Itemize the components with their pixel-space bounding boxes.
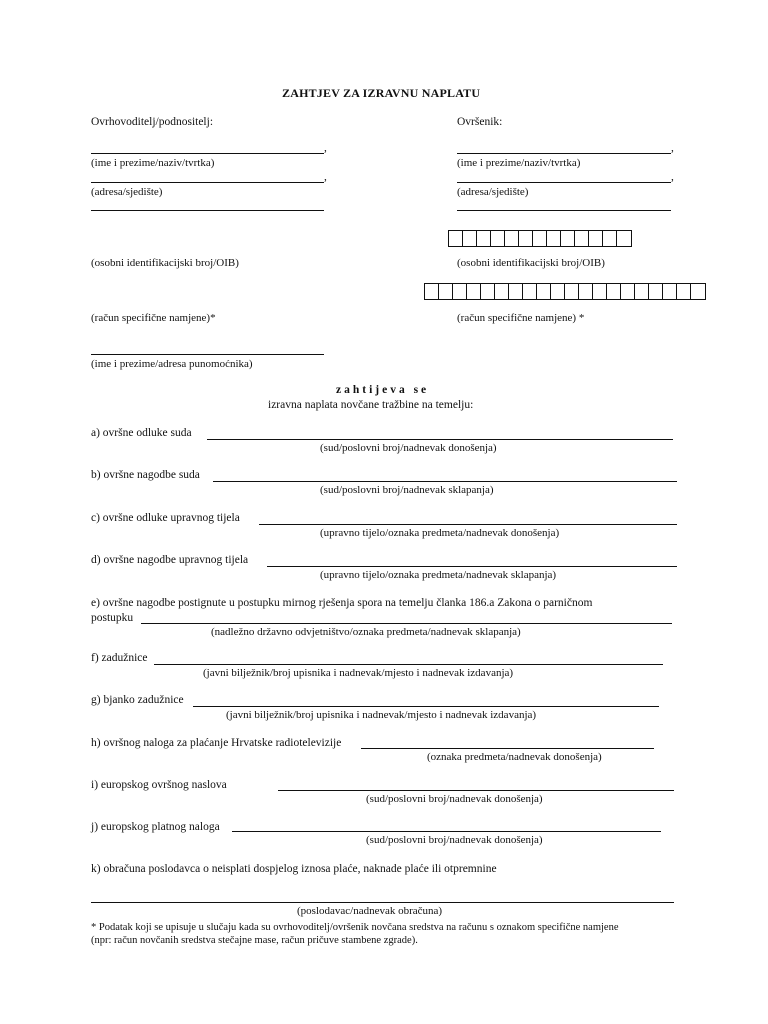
item-b-field[interactable] [213, 481, 677, 482]
item-h-caption: (oznaka predmeta/nadnevak donošenja) [427, 751, 602, 763]
item-e-label-2: postupku [91, 612, 134, 624]
item-d-label: d) ovršne nagodbe upravnog tijela [91, 554, 249, 566]
attorney-field[interactable] [91, 354, 324, 355]
footnote-line-1: * Podatak koji se upisuje u slučaju kada su ovrhovoditelj/ovršenik novčana sredstva na računu s oznakom specifične namjene [91, 922, 619, 933]
debtor-address-field[interactable] [457, 182, 671, 183]
debtor-address-field-2[interactable] [457, 210, 671, 211]
creditor-oib-caption: (osobni identifikacijski broj/OIB) [91, 257, 239, 269]
item-b-label: b) ovršne nagodbe suda [91, 469, 200, 481]
debtor-name-field[interactable] [457, 153, 671, 154]
item-h-label: h) ovršnog naloga za plaćanje Hrvatske radiotelevizije [91, 737, 342, 749]
item-k-label: k) obračuna poslodavca o neisplati dospjelog iznosa plaće, naknade plaće ili otpremnine [91, 863, 497, 875]
item-k-field[interactable] [91, 902, 674, 903]
item-c-label: c) ovršne odluke upravnog tijela [91, 512, 240, 524]
item-g-field[interactable] [193, 706, 659, 707]
item-e-field[interactable] [141, 623, 672, 624]
item-e-caption: (nadležno državno odvjetništvo/oznaka predmeta/nadnevak sklapanja) [211, 626, 521, 638]
item-f-field[interactable] [154, 664, 663, 665]
item-i-caption: (sud/poslovni broj/nadnevak donošenja) [366, 793, 543, 805]
item-f-caption: (javni bilježnik/broj upisnika i nadnevak/mjesto i nadnevak izdavanja) [203, 667, 514, 679]
attorney-caption: (ime i prezime/adresa punomoćnika) [91, 358, 253, 370]
item-a-caption: (sud/poslovni broj/nadnevak donošenja) [320, 442, 497, 454]
creditor-account-caption: (račun specifične namjene)* [91, 312, 216, 324]
debtor-account-boxes[interactable] [424, 283, 706, 300]
creditor-heading: Ovrhovoditelj/podnositelj: [91, 116, 214, 128]
creditor-name-caption: (ime i prezime/naziv/tvrtka) [91, 157, 215, 169]
debtor-account-caption: (račun specifične namjene) * [457, 312, 585, 324]
item-h-field[interactable] [361, 748, 654, 749]
comma: , [671, 171, 674, 183]
creditor-name-field[interactable] [91, 153, 324, 154]
debtor-oib-caption: (osobni identifikacijski broj/OIB) [457, 257, 605, 269]
item-c-caption: (upravno tijelo/oznaka predmeta/nadnevak donošenja) [320, 527, 560, 539]
item-j-label: j) europskog platnog naloga [91, 821, 220, 833]
item-i-label: i) europskog ovršnog naslova [91, 779, 227, 791]
form-title: ZAHTJEV ZA IZRAVNU NAPLATU [282, 86, 481, 100]
item-d-field[interactable] [267, 566, 677, 567]
item-d-caption: (upravno tijelo/oznaka predmeta/nadnevak sklapanja) [320, 569, 557, 581]
comma: , [324, 142, 327, 154]
item-f-label: f) zadužnice [91, 652, 148, 664]
request-heading: zahtijeva se [336, 384, 430, 396]
creditor-address-caption: (adresa/sjedište) [91, 186, 163, 198]
item-b-caption: (sud/poslovni broj/nadnevak sklapanja) [320, 484, 494, 496]
debtor-address-caption: (adresa/sjedište) [457, 186, 529, 198]
comma: , [671, 142, 674, 154]
debtor-oib-boxes[interactable] [448, 230, 632, 247]
item-g-label: g) bjanko zadužnice [91, 694, 184, 706]
item-g-caption: (javni bilježnik/broj upisnika i nadnevak/mjesto i nadnevak izdavanja) [226, 709, 537, 721]
debtor-name-caption: (ime i prezime/naziv/tvrtka) [457, 157, 581, 169]
request-text: izravna naplata novčane tražbine na temelju: [268, 399, 474, 411]
item-j-caption: (sud/poslovni broj/nadnevak donošenja) [366, 834, 543, 846]
creditor-address-field[interactable] [91, 182, 324, 183]
item-j-field[interactable] [232, 831, 661, 832]
item-e-label: e) ovršne nagodbe postignute u postupku mirnog rješenja spora na temelju članka 186.a Zakona o parničnom [91, 597, 593, 609]
item-k-caption: (poslodavac/nadnevak obračuna) [297, 905, 443, 917]
item-i-field[interactable] [278, 790, 674, 791]
item-a-label: a) ovršne odluke suda [91, 427, 192, 439]
item-c-field[interactable] [259, 524, 677, 525]
debtor-heading: Ovršenik: [457, 116, 503, 128]
footnote-line-2: (npr: račun novčanih sredstva stečajne mase, račun pričuve stambene zgrade). [91, 935, 418, 946]
item-a-field[interactable] [207, 439, 673, 440]
comma: , [324, 171, 327, 183]
creditor-address-field-2[interactable] [91, 210, 324, 211]
